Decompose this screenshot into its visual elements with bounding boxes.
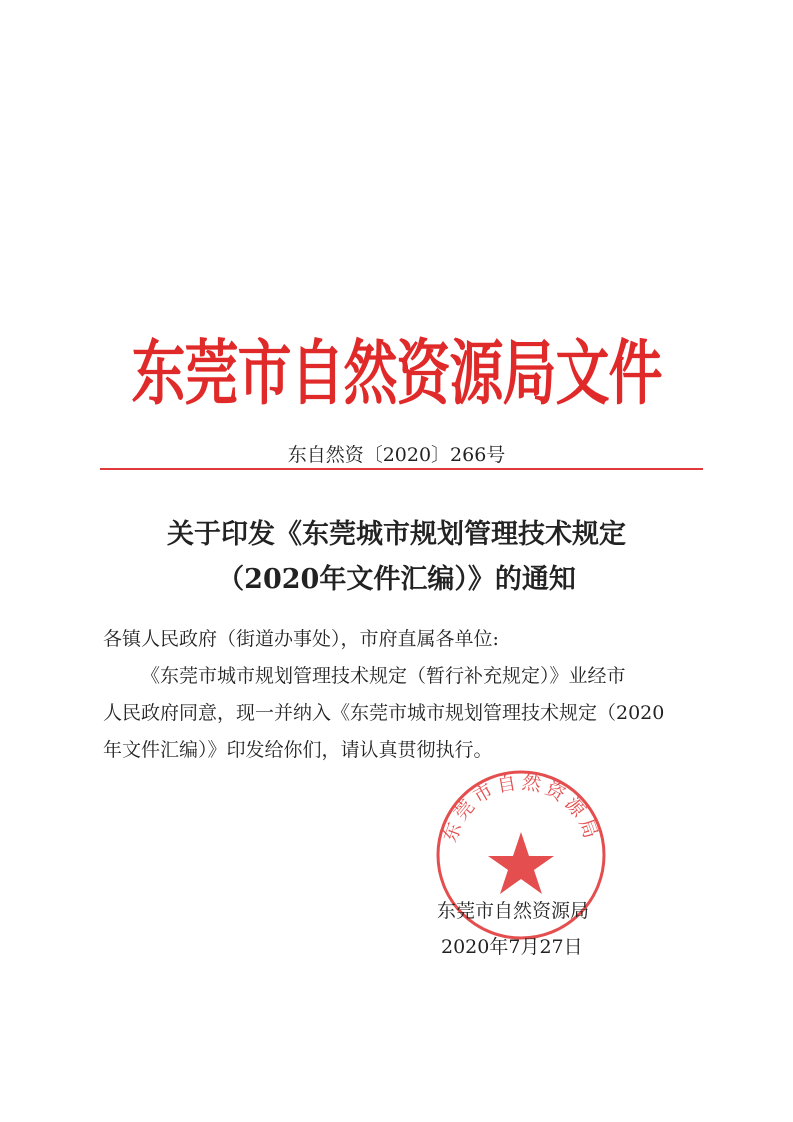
notice-title-line-2: （2020年文件汇编）》的通知 [217, 564, 576, 595]
document-number: 东自然资〔2020〕266号 [287, 444, 506, 466]
body-line: 《东莞市城市规划管理技术规定（暂行补充规定）》业经市 [141, 665, 626, 687]
signature-date: 2020年7月27日 [441, 936, 583, 958]
document-header-title: 东莞市自然资源局文件 [131, 332, 662, 415]
header-divider [100, 468, 703, 470]
body-line: 年文件汇编）》印发给你们，请认真贯彻执行。 [103, 739, 493, 761]
notice-title-line-1: 关于印发《东莞城市规划管理技术规定 [167, 519, 626, 550]
body-line: 人民政府同意，现一并纳入《东莞市城市规划管理技术规定（2020 [103, 702, 665, 724]
seal-text: 东莞市自然资源局 [439, 771, 603, 846]
signature-org: 东莞市自然资源局 [437, 900, 590, 922]
salutation: 各镇人民政府（街道办事处），市府直属各单位: [103, 628, 499, 650]
star-icon [488, 832, 554, 894]
